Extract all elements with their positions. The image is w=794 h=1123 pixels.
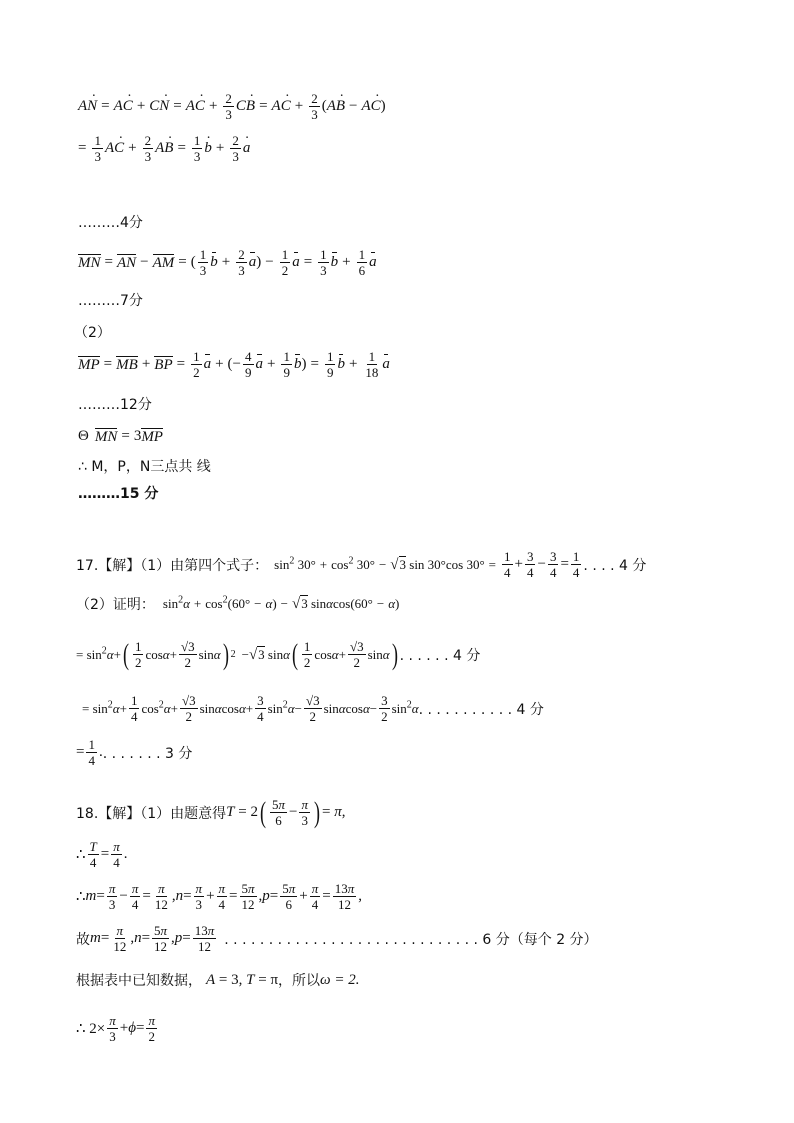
collinear-conclusion: ∴ M，P，N三点共 线 (78, 459, 211, 475)
part-2-label: （2） (74, 325, 111, 341)
p18-line-4: 故 m = $\frac{\pi}{12}$ , n = $\frac{5\pi}{12}$ , p = $\frac{13\pi}{12}$ . . . . . . . . . . . . . . . . . . . . . . . . . . . . . 6 分（每个 2 分） (76, 923, 598, 954)
p17-line-3: = $\sin^2\alpha+$ ( $\frac{1}{2}$ cosα+ $\frac{√3}{2}$ sinα ) 2 −√3 sinα ( $\frac{1}{2}$ cosα+ $\frac{√3}{2}$ sinα ) . . . . . . 4 分 (76, 637, 481, 671)
p17-head: 17.【解】（1）由第四个式子： (76, 557, 269, 574)
p17-score-2: . . . . . . 4 分 (399, 647, 481, 664)
p18-line-6: ∴ 2× $\frac{\pi}{3}$ + ϕ = $\frac{\pi}{2}$ (76, 1013, 155, 1044)
p18-omega: ω = 2. (320, 971, 360, 988)
eq-an-2: = $\frac{1}{3}$ AC · + $\frac{2}{3}$ AB · = $\frac{1}{3}$ b · + $\frac{2}{3}$ a · (78, 134, 250, 163)
score-12: ………12分 (78, 397, 152, 413)
eq-mn-3mp: Θ MN = 3 MP (78, 428, 163, 445)
p17-score-3: . . . . . . . . . . . 4 分 (418, 701, 544, 718)
p18-score: . . . . . . . . . . . . . . . . . . . . . . . . . . . . . 6 分（每个 2 分） (224, 931, 598, 948)
p17-line-1: 17.【解】（1）由第四个式子： $\sin^2 30^\circ + \cos^2 30^\circ - √3$ sin 30°cos 30° = $\frac{1}{4}$ + $\frac{3}{4}$ − $\frac{3}{4}$ = $\frac{1}{4}$ . . . . 4 分 (76, 549, 647, 580)
p18-line-5: 根据表中已知数据， A = 3, T = π ，所以 ω = 2. (76, 971, 360, 989)
p18-line-1: 18.【解】（1）由题意得 T = 2 ( $\frac{5\pi}{6}$ − $\frac{\pi}{3}$ ) = π , (76, 795, 346, 829)
score-7: ………7分 (78, 293, 143, 309)
eq-mn: MN = AN − AM = ( $\frac{1}{3}$ b + $\frac{2}{3}$ a ) − $\frac{1}{2}$ a = $\frac{1}{3}$ b + $\frac{1}{6}$ a (78, 247, 377, 278)
p17-proof-label: （2）证明： (76, 597, 155, 613)
score-15: ………15 分 (78, 486, 159, 502)
p18-known2: ，所以 (278, 973, 321, 989)
eq-an-1: AN · = AC · + CN · = AC · + $\frac{2}{3}$ CB · = AC · + $\frac{2}{3}$ ( AB · − AC · ) (78, 92, 386, 121)
p17-line-2: （2）证明： $\sin^2\alpha + \cos^2(60^\circ - \alpha) - √3$ sinαcos(60° − α) (76, 594, 400, 613)
p18-line-2: ∴ $\frac{T}{4}$ = $\frac{\pi}{4}$ . (76, 839, 128, 870)
p18-line-3: ∴ m = $\frac{\pi}{3}$ − $\frac{\pi}{4}$ = $\frac{\pi}{12}$ , n = $\frac{\pi}{3}$ + $\frac{\pi}{4}$ = $\frac{5\pi}{12}$ , p = $\frac{5\pi}{6}$ + $\frac{\pi}{4}$ = $\frac{13\pi}{12}$ , (76, 881, 362, 912)
p18-head: 18.【解】（1）由题意得 (76, 805, 227, 822)
p18-so: 故 (76, 931, 90, 948)
p17-score-1: . . . . 4 分 (583, 557, 647, 574)
p18-known: 根据表中已知数据， (76, 973, 202, 989)
eq-mp: MP = MB + BP = $\frac{1}{2}$ a + (− $\frac{4}{9}$ a + $\frac{1}{9}$ b ) = $\frac{1}{9}$ b + $\frac{1}{18}$ a (78, 349, 390, 380)
score-4: ………4分 (78, 215, 143, 231)
p17-line-5: = $\frac{1}{4}$ . . . . . . . . 3 分 (76, 737, 193, 768)
p17-line-4: = $\sin^2\alpha+$ $\frac{1}{4}$ $\cos^2\alpha+$ $\frac{√3}{2}$ sinαcosα+ $\frac{3}{4}$ $\sin^2\alpha-$ $\frac{√3}{2}$ sinαcosα− $\frac{3}{2}$ $\sin^2\alpha$ . . . . . . . . . . . 4 分 (82, 693, 544, 724)
p17-score-4: . . . . . . . 3 分 (102, 745, 193, 762)
